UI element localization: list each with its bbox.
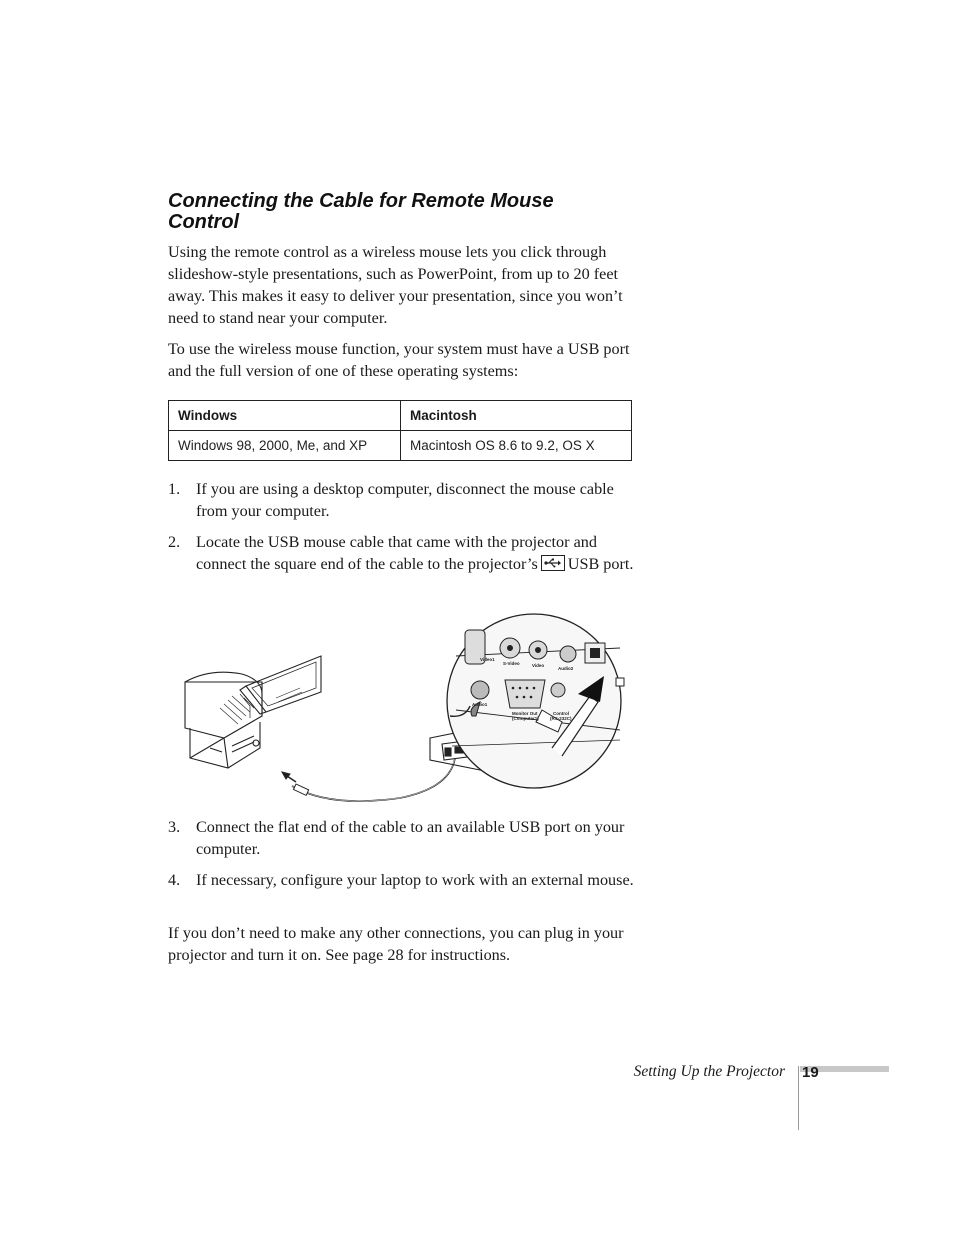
table-header-row [169, 401, 632, 431]
port-label-video1: Video1 [480, 657, 495, 662]
page-number: 19 [802, 1064, 819, 1081]
step-text [196, 531, 638, 575]
step-text: Connect the flat end of the cable to an available USB port on your computer. [196, 818, 625, 858]
usb-connection-illustration [180, 598, 625, 808]
table-header-windows: Windows [169, 401, 401, 431]
computer-monitor-drawing [185, 672, 262, 768]
step-text-before: Locate the USB mouse cable that came with the projector and connect the square end of the cable to the projector’s [196, 533, 597, 573]
laptop-drawing [240, 656, 321, 714]
step-text: If necessary, configure your laptop to work with an external mouse. [196, 871, 634, 889]
port-label-control: Control [553, 711, 569, 716]
port-label-s-video: S-Video [503, 661, 520, 666]
step-number: 2. [168, 533, 181, 551]
step-2 [168, 531, 638, 575]
step-number: 4. [168, 871, 181, 889]
table-header-macintosh: Macintosh [401, 401, 632, 431]
requirements-paragraph: To use the wireless mouse function, your system must have a USB port and the full version of one of these operating systems: [168, 340, 630, 380]
step-text: If you are using a desktop computer, disconnect the mouse cable from your computer. [196, 480, 614, 520]
step-number: 1. [168, 480, 181, 498]
port-label-computer1: (Computer1) [512, 716, 539, 721]
port-label-audio1: Audio1 [472, 702, 488, 707]
step-4 [168, 869, 638, 891]
port-label-monitor-out: Monitor Out [512, 711, 538, 716]
closing-paragraph: If you don’t need to make any other connections, you can plug in your projector and turn it on. See page 28 for instructions. [168, 924, 624, 964]
running-footer-title: Setting Up the Projector [633, 1063, 785, 1080]
port-label-audio2: Audio2 [558, 666, 574, 671]
table-cell-macintosh: Macintosh OS 8.6 to 9.2, OS X [401, 431, 632, 461]
footer-rule [798, 1066, 799, 1130]
table-cell-windows: Windows 98, 2000, Me, and XP [169, 431, 401, 461]
table-row [169, 431, 632, 461]
step-number: 3. [168, 818, 181, 836]
port-label-video: Video [532, 663, 545, 668]
intro-paragraph: Using the remote control as a wireless mouse lets you click through slideshow-style presentations, such as PowerPoint, from up to 20 feet away. This makes it easy to deliver your presentation, since you won’t need to stand near your computer. [168, 243, 623, 327]
usb-icon [541, 555, 565, 571]
port-label-rs232c: (RS-232C) [550, 716, 572, 721]
section-heading: Connecting the Cable for Remote Mouse Control [168, 190, 554, 233]
usb-cable-drawing [282, 758, 455, 801]
step-3 [168, 816, 638, 860]
step-1 [168, 478, 638, 522]
os-table [168, 400, 632, 461]
step-text-after: USB port. [567, 555, 634, 573]
magnified-port-panel [447, 614, 624, 788]
